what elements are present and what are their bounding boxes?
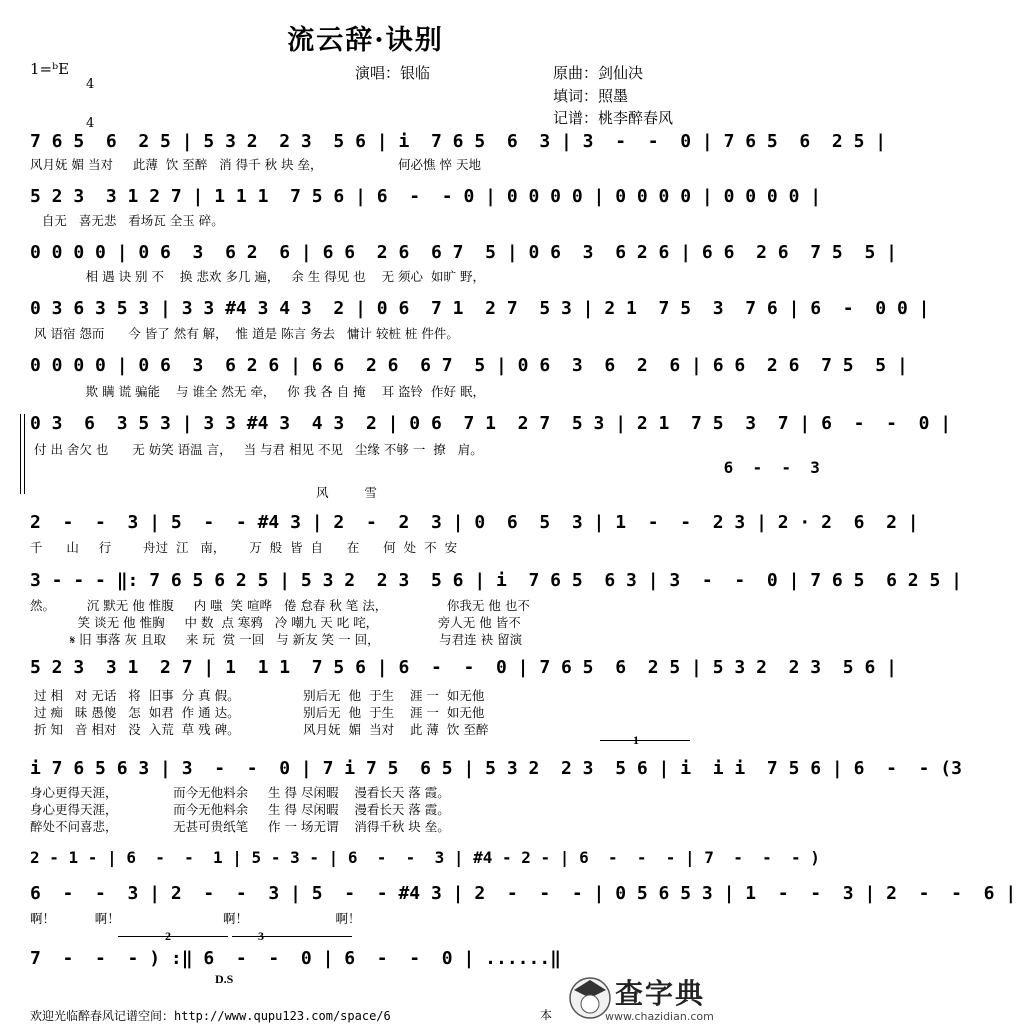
lyrics-row-7-verse-1: 千 山 行 舟过 江 南， 万 般 皆 自 在 何 处 不 安 bbox=[30, 540, 458, 555]
time-signature-top: 4 bbox=[86, 77, 95, 92]
lyrics-row-2-verse-1: 自无 喜无悲 看场瓦 全玉 碎。 bbox=[30, 213, 224, 228]
volta-bracket-1 bbox=[600, 740, 690, 741]
time-signature-bottom: 4 bbox=[86, 116, 95, 131]
lyrics-row-6-verse-1: 付 出 舍欠 也 无 妨笑 语温 言， 当 与君 相见 不见 尘缘 不够 一 撩 肩。 bbox=[30, 442, 483, 457]
repeat-bracket-inner bbox=[24, 414, 25, 494]
score-row-10: i 7 6 5 6 3 | 3 - - 0 | 7 i 7 5 6 5 | 5 3 2 2 3 5 6 | i i i 7 5 6 | 6 - - (3 bbox=[30, 758, 962, 779]
score-row-6: 0 3 6 3 5 3 | 3 3 #4 3 4 3 2 | 0 6 7 1 2 7 5 3 | 2 1 7 5 3 7 | 6 - - 0 | bbox=[30, 413, 952, 434]
repeat-bracket-left bbox=[20, 414, 21, 494]
volta-3-label: 3 bbox=[258, 929, 264, 943]
lyrics-row-9-verse-1: 过 相 对 无话 将 旧事 分 真 假。 别后无 他 于生 涯 一 如无他 bbox=[30, 688, 485, 703]
lyrics-row-6-alt: 风 雪 bbox=[30, 485, 377, 500]
lyrics-row-5-verse-1: 欺 瞒 谎 骗能 与 谁全 然无 牵， 你 我 各 自 掩 耳 盗铃 作好 眠， bbox=[30, 384, 485, 399]
lyricist-credit: 填词：照墨 bbox=[553, 87, 629, 105]
lyrics-row-12-verse-1: 啊！ 啊！ 啊！ 啊！ bbox=[30, 911, 361, 926]
volta-1-label: 1 bbox=[633, 733, 639, 747]
song-title: 流云辞·诀别 bbox=[287, 25, 444, 56]
lyrics-row-8-verse-2: 笑 谈无 他 惟胸 中 数 点 寒鸦 冷 嘲九 天 叱 咤， 旁人无 他 皆不 bbox=[30, 615, 521, 630]
lyrics-row-9-verse-3: 折 知 音 相对 没 入荒 草 残 碑。 风月妩 媚 当对 此 薄 饮 至醉 bbox=[30, 722, 489, 737]
lyrics-row-1-verse-1: 风月妩 媚 当对 此薄 饮 至醉 消 得千 秋 块 垒， 何必憔 悴 天地 bbox=[30, 157, 481, 172]
score-row-3: 0 0 0 0 | 0 6 3 6 2 6 | 6 6 2 6 6 7 5 | 0 6 3 6 2 6 | 6 6 2 6 7 5 5 | bbox=[30, 242, 897, 263]
lyrics-row-10-verse-1: 身心更得天涯， 而今无他料余 生 得 尽闲暇 漫看长天 落 霞。 bbox=[30, 785, 450, 800]
dal-segno-mark: D.S bbox=[215, 972, 234, 986]
watermark-fragment: 本 bbox=[540, 1008, 553, 1022]
score-row-12: 6 - - 3 | 2 - - 3 | 5 - - #4 3 | 2 - - - | 0 5 6 5 3 | 1 - - 3 | 2 - - 6 | bbox=[30, 883, 1016, 904]
volta-bracket-3 bbox=[232, 936, 352, 937]
footer-note: 欢迎光临醉春风记谱空间：http://www.qupu123.com/space/6 bbox=[30, 1009, 391, 1023]
score-row-4: 0 3 6 3 5 3 | 3 3 #4 3 4 3 2 | 0 6 7 1 2 7 5 3 | 2 1 7 5 3 7 6 | 6 - 0 0 | bbox=[30, 298, 930, 319]
lyrics-row-8-verse-1: 然。 沉 默无 他 惟腹 内 嗤 笑 喧哗 倦 怠春 秋 笔 法， 你我无 他 也不 bbox=[30, 598, 530, 613]
original-tune-credit: 原曲：剑仙决 bbox=[553, 64, 644, 82]
transcriber-credit: 记谱：桃李醉春风 bbox=[553, 109, 674, 127]
watermark-title: 查字典 bbox=[615, 977, 706, 1010]
score-row-1: 7 6 5 6 2 5 | 5 3 2 2 3 5 6 | i 7 6 5 6 3 | 3 - - 0 | 7 6 5 6 2 5 | bbox=[30, 131, 887, 152]
lyrics-row-8-verse-3: 𝄋 旧 事落 灰 且取 来 玩 赏 一回 与 新友 笑 一 回， 与君连 袂 留演 bbox=[30, 632, 523, 647]
time-signature bbox=[86, 52, 94, 143]
lyrics-row-3-verse-1: 相 遇 诀 别 不 换 悲欢 多几 遍， 余 生 得见 也 无 须心 如旷 野， bbox=[30, 269, 485, 284]
lyrics-row-10-verse-2: 身心更得天涯， 而今无他料余 生 得 尽闲暇 漫看长天 落 霞。 bbox=[30, 802, 450, 817]
score-row-6-alt: 6 - - 3 bbox=[30, 458, 820, 477]
score-row-5: 0 0 0 0 | 0 6 3 6 2 6 | 6 6 2 6 6 7 5 | 0 6 3 6 2 6 | 6 6 2 6 7 5 5 | bbox=[30, 355, 908, 376]
lyrics-row-9-verse-2: 过 痴 昧 愚傻 怎 如君 作 通 达。 别后无 他 于生 涯 一 如无他 bbox=[30, 705, 485, 720]
score-row-9: 5 2 3 3 1 2 7 | 1 1 1 7 5 6 | 6 - - 0 | 7 6 5 6 2 5 | 5 3 2 2 3 5 6 | bbox=[30, 657, 897, 678]
singer-credit: 演唱：银临 bbox=[355, 64, 431, 82]
score-row-7: 2 - - 3 | 5 - - #4 3 | 2 - 2 3 | 0 6 5 3 | 1 - - 2 3 | 2 · 2 6 2 | bbox=[30, 512, 919, 533]
lyrics-row-10-verse-3: 醉处不问喜悲， 无甚可贵纸笔 作 一 场无谓 消得千秋 块 垒。 bbox=[30, 819, 450, 834]
volta-bracket-2 bbox=[118, 936, 228, 937]
score-row-8: 3 - - - ‖: 7 6 5 6 2 5 | 5 3 2 2 3 5 6 | i 7 6 5 6 3 | 3 - - 0 | 7 6 5 6 2 5 | bbox=[30, 570, 962, 591]
score-row-11-interlude: 2 - 1 - | 6 - - 1 | 5 - 3 - | 6 - - 3 | #4 - 2 - | 6 - - - | 7 - - - ) bbox=[30, 848, 820, 867]
score-row-2: 5 2 3 3 1 2 7 | 1 1 1 7 5 6 | 6 - - 0 | 0 0 0 0 | 0 0 0 0 | 0 0 0 0 | bbox=[30, 186, 822, 207]
score-row-13: 7 - - - ) :‖ 6 - - 0 | 6 - - 0 | ......‖ bbox=[30, 948, 562, 969]
lyrics-row-4-verse-1: 风 语宿 怨而 今 皆了 然有 解， 惟 道是 陈言 务去 慵计 较桩 桩 件件。 bbox=[30, 326, 459, 341]
volta-2-label: 2 bbox=[165, 929, 171, 943]
watermark-url: www.chazidian.com bbox=[605, 1010, 714, 1023]
key-signature: 1=ᵇE bbox=[30, 60, 70, 78]
